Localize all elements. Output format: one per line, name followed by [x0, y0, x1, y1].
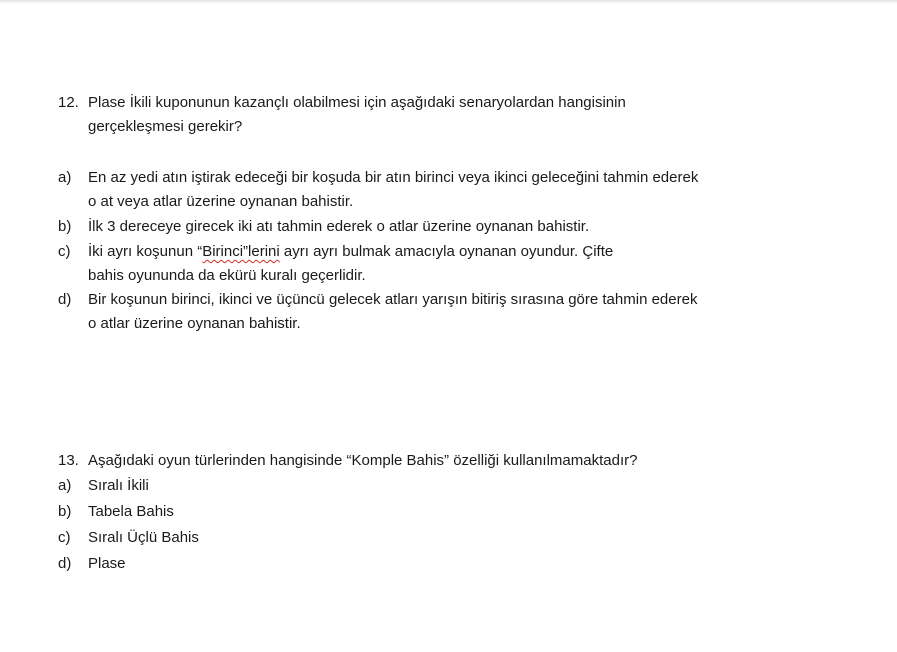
option-d-line1: Bir koşunun birinci, ikinci ve üçüncü gelecek atları yarışın bitiriş sırasına göre tahmin ederek [88, 291, 698, 308]
option-c-text: Sıralı Üçlü Bahis [88, 529, 199, 546]
option-a-line2: o at veya atlar üzerine oynanan bahistir. [88, 193, 354, 210]
option-a-line1: En az yedi atın iştirak edeceği bir koşuda bir atın birinci veya ikinci geleceğini tahmin ederek [88, 169, 699, 186]
option-c-prefix: İki ayrı koşunun “ [88, 243, 203, 260]
option-d-text: Plase [88, 555, 126, 572]
option-d-line2: o atlar üzerine oynanan bahistir. [88, 315, 301, 332]
spellcheck-flagged-word[interactable]: Birinci”lerini [202, 243, 280, 260]
option-a-marker: a) [58, 477, 72, 494]
option-b-text: Tabela Bahis [88, 503, 174, 520]
question-text-line1: Plase İkili kuponunun kazançlı olabilmesi için aşağıdaki senaryolardan hangisinin [88, 94, 626, 111]
option-c-line1 [88, 242, 613, 262]
option-b-line1: İlk 3 dereceye girecek iki atı tahmin ederek o atlar üzerine oynanan bahistir. [88, 218, 590, 235]
option-c-marker: c) [58, 529, 71, 546]
option-b-marker: b) [58, 218, 72, 235]
question-number: 13. [58, 452, 79, 469]
page-top-edge [0, 0, 897, 4]
option-c-line2: bahis oyununda da ekürü kuralı geçerlidir. [88, 267, 366, 284]
option-d-marker: d) [58, 555, 72, 572]
option-c-marker: c) [58, 243, 71, 260]
option-c-suffix: ayrı ayrı bulmak amacıyla oynanan oyundur. Çifte [279, 243, 614, 260]
option-a-text: Sıralı İkili [88, 477, 149, 494]
question-text: Aşağıdaki oyun türlerinden hangisinde “Komple Bahis” özelliği kullanılmamaktadır? [88, 452, 638, 469]
option-a-marker: a) [58, 169, 72, 186]
question-text-line2: gerçekleşmesi gerekir? [88, 118, 243, 135]
option-b-marker: b) [58, 503, 72, 520]
question-number: 12. [58, 94, 79, 111]
option-d-marker: d) [58, 291, 72, 308]
